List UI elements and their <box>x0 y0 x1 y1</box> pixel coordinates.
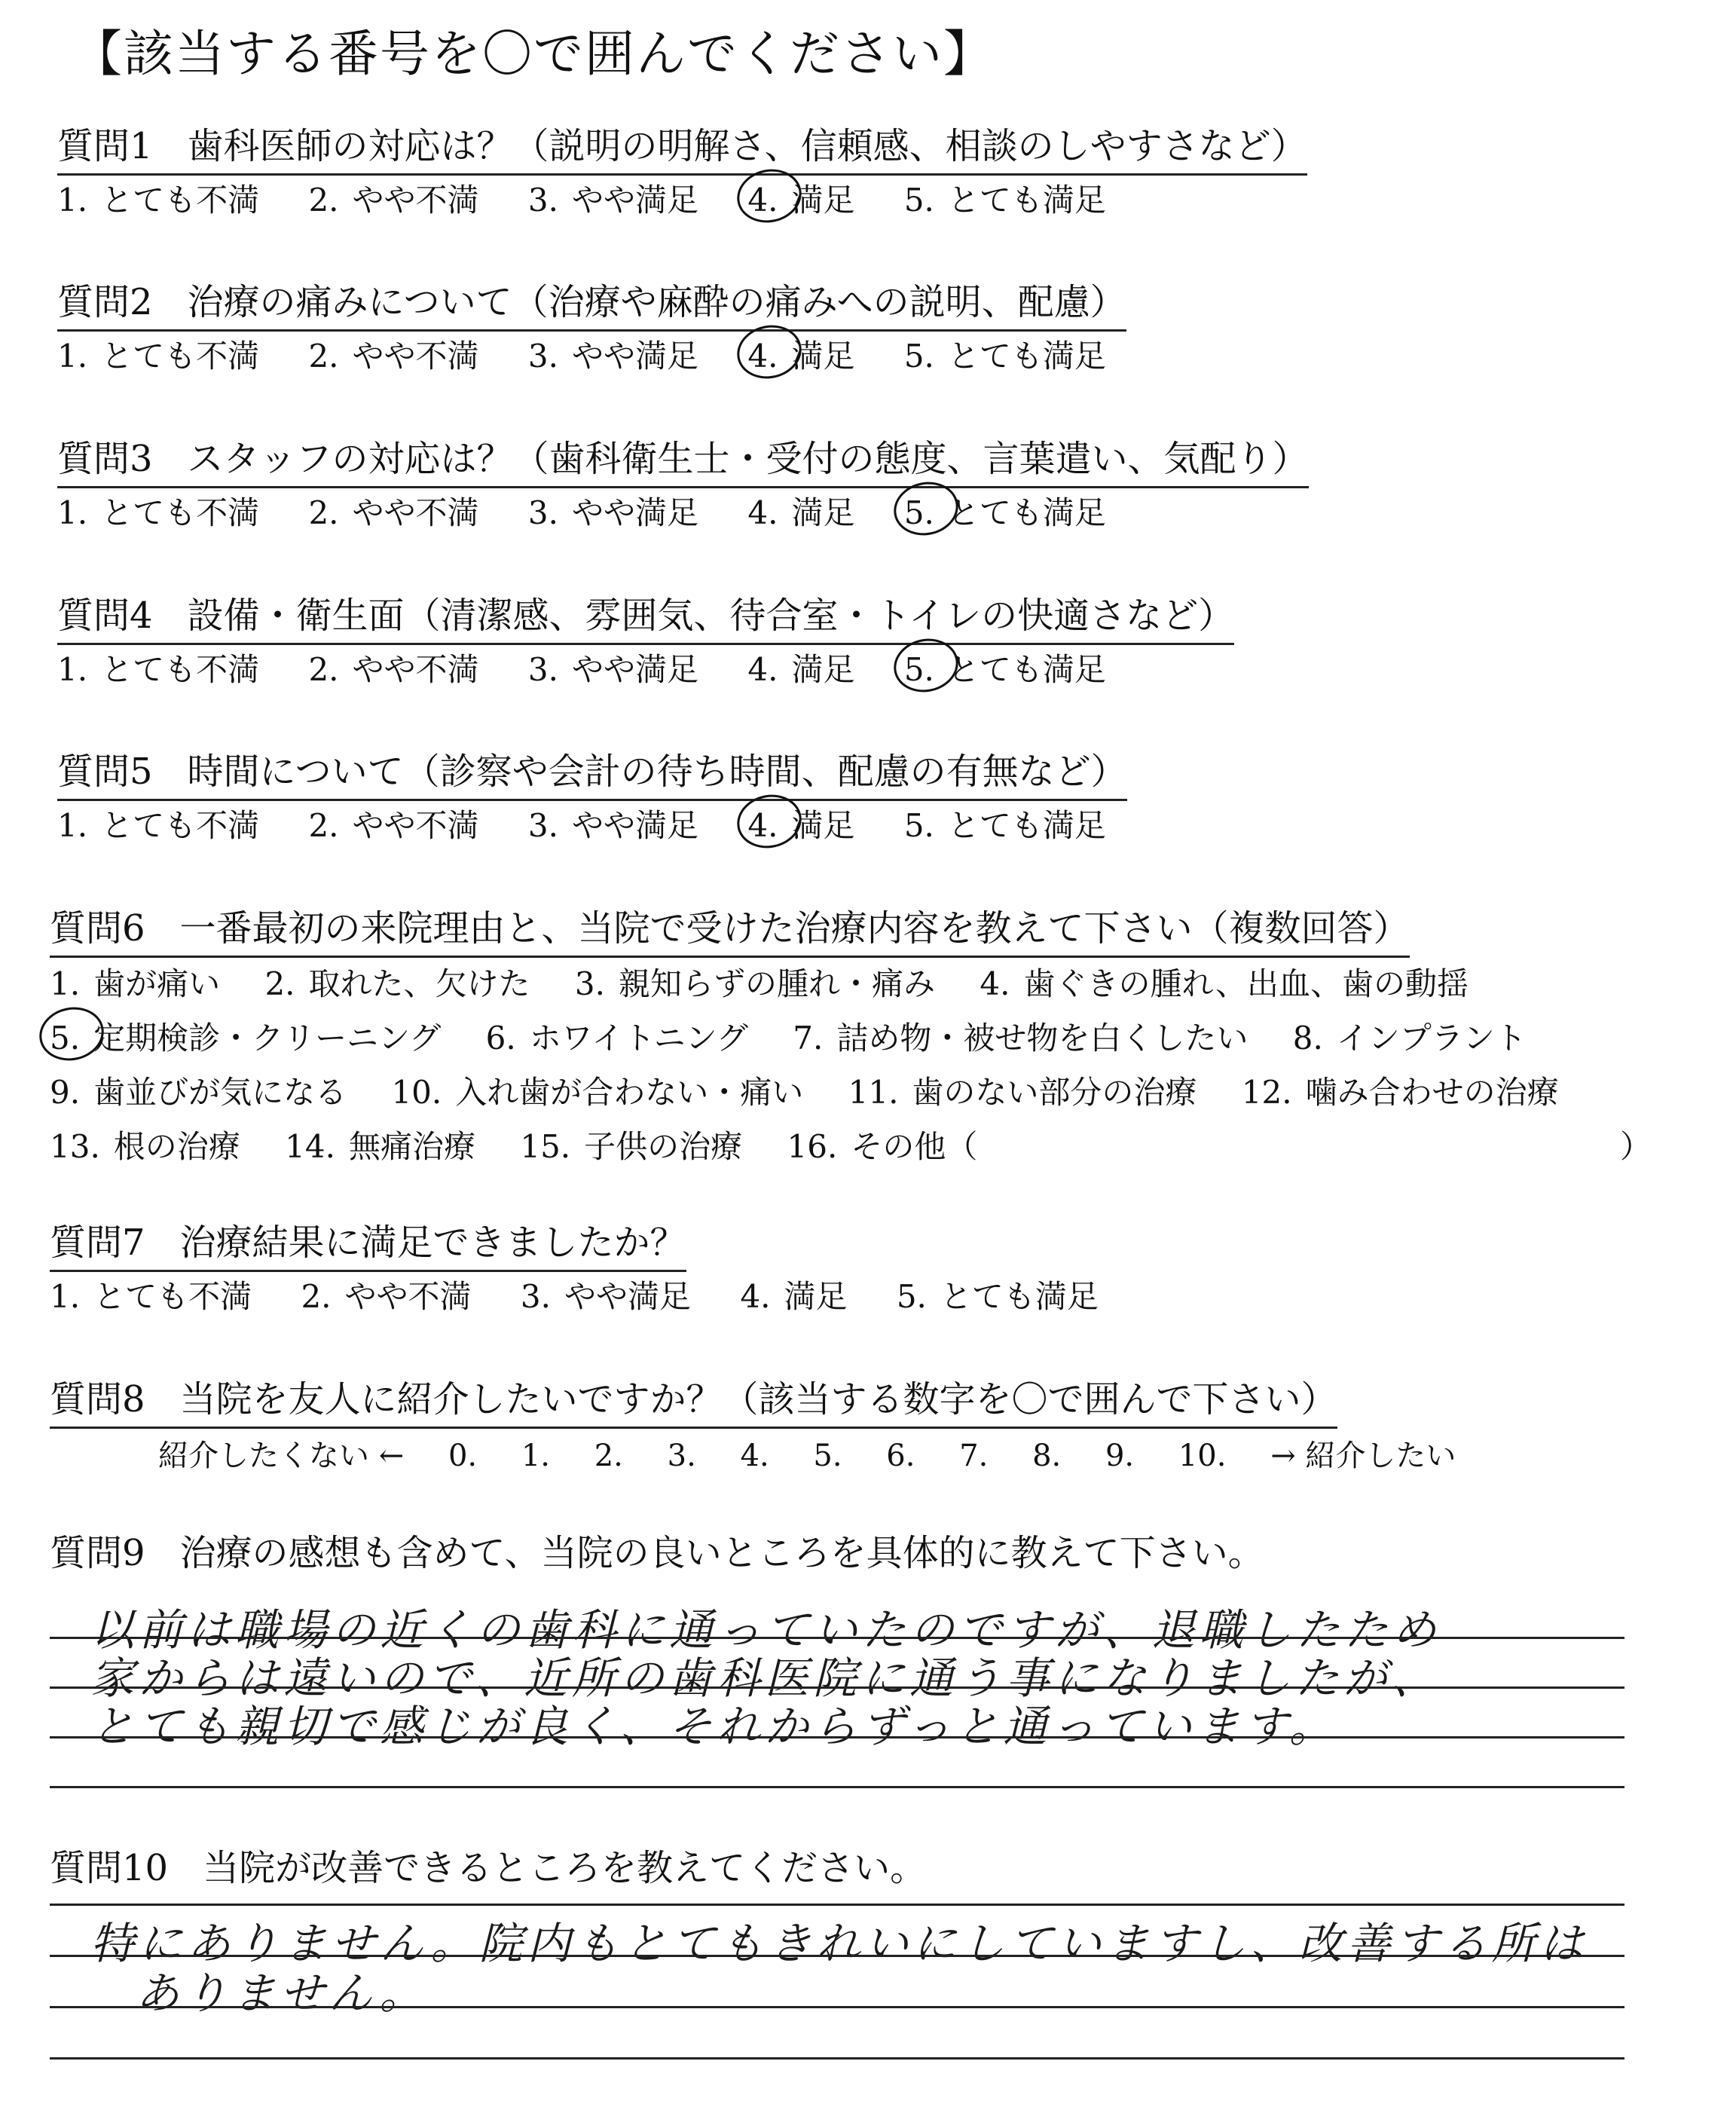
option-4[interactable]: 4. 満足 <box>747 651 855 688</box>
option-4-circled[interactable]: 4. 満足 <box>747 176 854 221</box>
option-row <box>50 959 1503 1005</box>
question-heading: 質問7 治療結果に満足できましたか？ <box>50 1213 686 1272</box>
option-2[interactable]: 2. やや不満 <box>308 807 479 844</box>
answer-line-2: ありません。 <box>136 1968 428 2019</box>
writing-line <box>50 1686 1624 1689</box>
scale-3[interactable]: 3. <box>667 1439 696 1473</box>
option-1[interactable]: 1. とても不満 <box>57 807 260 844</box>
option-3[interactable]: 3. 親知らずの腫れ・痛み <box>574 965 935 1002</box>
recommend-scale <box>158 1432 1490 1475</box>
scale-0[interactable]: 0. <box>448 1439 478 1473</box>
option-1[interactable]: 1. とても不満 <box>57 651 260 688</box>
option-14[interactable]: 14. 無痛治療 <box>285 1128 475 1165</box>
option-16-other[interactable]: 16. その他（ <box>787 1128 978 1165</box>
writing-line <box>50 1637 1624 1639</box>
option-5[interactable]: 5. とても満足 <box>903 807 1106 844</box>
option-3[interactable]: 3. やや満足 <box>527 182 698 219</box>
scale-7[interactable]: 7. <box>959 1439 989 1473</box>
rating-options <box>57 332 1145 377</box>
writing-line <box>50 1786 1624 1788</box>
option-11[interactable]: 11. 歯のない部分の治療 <box>848 1074 1197 1111</box>
option-2[interactable]: 2. やや不満 <box>308 338 479 375</box>
rating-options <box>50 1272 1138 1317</box>
question-heading: 質問2 治療の痛みについて（治療や麻酔の痛みへの説明、配慮） <box>57 273 1126 332</box>
scale-1[interactable]: 1. <box>521 1439 551 1473</box>
option-6[interactable]: 6. ホワイトニング <box>485 1020 748 1057</box>
writing-line <box>50 2057 1624 2060</box>
option-2[interactable]: 2. 取れた、欠けた <box>264 965 530 1002</box>
option-5[interactable]: 5. とても満足 <box>896 1278 1099 1315</box>
option-2[interactable]: 2. やや不満 <box>308 651 479 688</box>
option-12[interactable]: 12. 噛み合わせの治療 <box>1241 1074 1559 1111</box>
option-5-circled[interactable]: 5. 定期検診・クリーニング <box>50 1014 441 1059</box>
option-13[interactable]: 13. 根の治療 <box>50 1128 240 1165</box>
option-5[interactable]: 5. とても満足 <box>903 338 1106 375</box>
question-heading: 質問5 時間について（診察や会計の待ち時間、配慮の有無など） <box>57 742 1127 801</box>
scale-6[interactable]: 6. <box>886 1439 915 1473</box>
writing-line <box>50 1904 1624 1906</box>
question-heading: 質問9 治療の感想も含めて、当院の良いところを具体的に教えて下さい。 <box>50 1532 1264 1574</box>
question-heading: 質問10 当院が改善できるところを教えてください。 <box>50 1847 927 1889</box>
option-2[interactable]: 2. やや不満 <box>301 1278 472 1315</box>
question-heading: 質問1 歯科医師の対応は？（説明の明解さ、信頼感、相談のしやすさなど） <box>57 117 1307 176</box>
rating-options <box>57 176 1145 221</box>
option-15[interactable]: 15. 子供の治療 <box>520 1128 743 1165</box>
option-4-circled[interactable]: 4. 満足 <box>747 801 854 846</box>
answer-line-2: 家からは遠いので、近所の歯科医院に通う事になりましたが、 <box>90 1653 1440 1704</box>
scale-2[interactable]: 2. <box>594 1439 623 1473</box>
option-1[interactable]: 1. とても不満 <box>57 338 260 375</box>
answer-line-3: とても親切で感じが良く、それからずっと通っています。 <box>90 1701 1337 1752</box>
option-1[interactable]: 1. 歯が痛い <box>50 965 221 1002</box>
option-row <box>50 1014 1561 1059</box>
question-heading: 質問3 スタッフの対応は？（歯科衛生士・受付の態度、言葉遣い、気配り） <box>57 430 1309 488</box>
rating-options <box>57 801 1145 846</box>
writing-line <box>50 2006 1624 2008</box>
option-7[interactable]: 7. 詰め物・被せ物を白くしたい <box>793 1020 1249 1057</box>
option-3[interactable]: 3. やや満足 <box>527 807 698 844</box>
writing-line <box>50 1736 1624 1738</box>
answer-line-1: 以前は職場の近くの歯科に通っていたのですが、退職したため <box>90 1604 1441 1656</box>
scale-8[interactable]: 8. <box>1032 1439 1062 1473</box>
scale-4[interactable]: 4. <box>740 1439 769 1473</box>
option-10[interactable]: 10. 入れ歯が合わない・痛い <box>391 1074 804 1111</box>
option-5-circled[interactable]: 5. とても満足 <box>904 488 1106 534</box>
option-8[interactable]: 8. インプラント <box>1292 1020 1527 1057</box>
option-5-circled[interactable]: 5. とても満足 <box>904 645 1106 690</box>
rating-options <box>57 645 1145 690</box>
option-2[interactable]: 2. やや不満 <box>308 182 479 219</box>
option-1[interactable]: 1. とても不満 <box>57 182 260 219</box>
page-title: 【該当する番号を〇で囲んでください】 <box>72 25 995 83</box>
scale-10[interactable]: 10. <box>1178 1439 1227 1473</box>
answer-line-1: 特にありません。院内もとてもきれいにしていますし、改善する所は <box>90 1918 1588 1969</box>
scale-right-label: → 紹介したい <box>1270 1439 1456 1473</box>
option-5[interactable]: 5. とても満足 <box>903 182 1106 219</box>
option-row <box>50 1122 1012 1167</box>
writing-line <box>50 1955 1624 1957</box>
option-3[interactable]: 3. やや満足 <box>520 1278 691 1315</box>
question-heading: 質問8 当院を友人に紹介したいですか？（該当する数字を〇で囲んで下さい） <box>50 1370 1337 1429</box>
option-4[interactable]: 4. 満足 <box>747 494 855 531</box>
scale-9[interactable]: 9. <box>1105 1439 1135 1473</box>
rating-options <box>57 488 1145 534</box>
option-row <box>50 1068 1594 1113</box>
option-3[interactable]: 3. やや満足 <box>527 338 698 375</box>
option-3[interactable]: 3. やや満足 <box>527 494 698 531</box>
scale-left-label: 紹介したくない ← <box>158 1439 405 1473</box>
scale-5[interactable]: 5. <box>813 1439 842 1473</box>
option-4[interactable]: 4. 歯ぐきの腫れ、出血、歯の動揺 <box>980 965 1469 1002</box>
option-4-circled[interactable]: 4. 満足 <box>747 332 854 377</box>
other-close-paren: ） <box>1620 1128 1652 1165</box>
option-1[interactable]: 1. とても不満 <box>50 1278 252 1315</box>
question-heading: 質問4 設備・衛生面（清潔感、雰囲気、待合室・トイレの快適さなど） <box>57 586 1234 645</box>
option-9[interactable]: 9. 歯並びが気になる <box>50 1074 347 1111</box>
option-2[interactable]: 2. やや不満 <box>308 494 479 531</box>
option-3[interactable]: 3. やや満足 <box>527 651 698 688</box>
option-4[interactable]: 4. 満足 <box>740 1278 848 1315</box>
question-heading: 質問6 一番最初の来院理由と、当院で受けた治療内容を教えて下さい（複数回答） <box>50 899 1410 958</box>
option-1[interactable]: 1. とても不満 <box>57 494 260 531</box>
